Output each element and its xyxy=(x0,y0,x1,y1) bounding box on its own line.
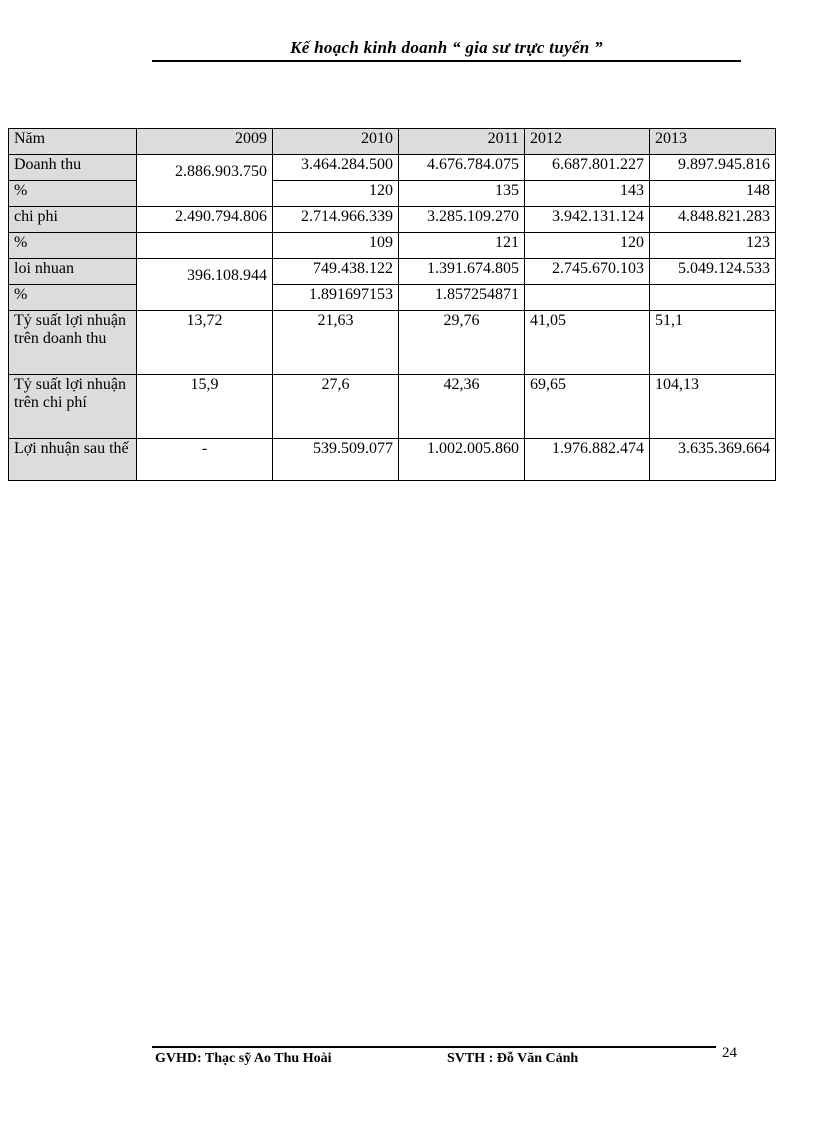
margin-revenue-2012: 41,05 xyxy=(525,311,650,375)
table-row-cost xyxy=(9,207,776,233)
margin-cost-2009: 15,9 xyxy=(137,375,273,439)
margin-revenue-2009: 13,72 xyxy=(137,311,273,375)
profit-2013: 5.049.124.533 xyxy=(650,259,776,285)
cost-2010: 2.714.966.339 xyxy=(273,207,399,233)
cost-pct-2012: 120 xyxy=(525,233,650,259)
table-row-year xyxy=(9,129,776,155)
table-row-margin-revenue xyxy=(9,311,776,375)
profit-after-tax-2013: 3.635.369.664 xyxy=(650,439,776,481)
year-2010: 2010 xyxy=(273,129,399,155)
row-label-profit-pct: % xyxy=(9,285,137,311)
header-rule xyxy=(152,60,741,62)
table-row-margin-cost xyxy=(9,375,776,439)
table-row-cost-pct xyxy=(9,233,776,259)
cost-2012: 3.942.131.124 xyxy=(525,207,650,233)
row-label-cost-pct: % xyxy=(9,233,137,259)
row-label-year: Năm xyxy=(9,129,137,155)
revenue-pct-2010: 120 xyxy=(273,181,399,207)
margin-cost-2012: 69,65 xyxy=(525,375,650,439)
revenue-pct-2011: 135 xyxy=(399,181,525,207)
revenue-2011: 4.676.784.075 xyxy=(399,155,525,181)
cost-pct-2010: 109 xyxy=(273,233,399,259)
margin-revenue-2010: 21,63 xyxy=(273,311,399,375)
financial-table xyxy=(8,128,776,481)
profit-pct-2010: 1.891697153 xyxy=(273,285,399,311)
row-label-profit-after-tax: Lợi nhuận sau thế xyxy=(9,439,137,481)
margin-cost-2010: 27,6 xyxy=(273,375,399,439)
footer-rule xyxy=(152,1046,716,1048)
table-row-profit-pct xyxy=(9,285,776,311)
cost-pct-2011: 121 xyxy=(399,233,525,259)
revenue-2012: 6.687.801.227 xyxy=(525,155,650,181)
table-row-profit-after-tax xyxy=(9,439,776,481)
profit-2012: 2.745.670.103 xyxy=(525,259,650,285)
year-2009: 2009 xyxy=(137,129,273,155)
row-label-revenue: Doanh thu xyxy=(9,155,137,181)
profit-after-tax-2009: - xyxy=(137,439,273,481)
cost-2009: 2.490.794.806 xyxy=(137,207,273,233)
revenue-2010: 3.464.284.500 xyxy=(273,155,399,181)
cost-pct-2009 xyxy=(137,233,273,259)
profit-after-tax-2011: 1.002.005.860 xyxy=(399,439,525,481)
profit-pct-2011: 1.857254871 xyxy=(399,285,525,311)
footer-student: SVTH : Đỗ Văn Cảnh xyxy=(447,1051,579,1066)
row-label-margin-revenue: Tỷ suất lợi nhuận trên doanh thu xyxy=(9,311,137,375)
row-label-cost: chi phi xyxy=(9,207,137,233)
cost-pct-2013: 123 xyxy=(650,233,776,259)
profit-pct-2012 xyxy=(525,285,650,311)
table-row-profit xyxy=(9,259,776,285)
revenue-pct-2012: 143 xyxy=(525,181,650,207)
profit-2010: 749.438.122 xyxy=(273,259,399,285)
profit-2011: 1.391.674.805 xyxy=(399,259,525,285)
revenue-2013: 9.897.945.816 xyxy=(650,155,776,181)
footer-advisor: GVHD: Thạc sỹ Ao Thu Hoài xyxy=(155,1051,332,1066)
profit-pct-2013 xyxy=(650,285,776,311)
page-number: 24 xyxy=(722,1045,737,1061)
profit-after-tax-2012: 1.976.882.474 xyxy=(525,439,650,481)
revenue-2009: 2.886.903.750 xyxy=(137,155,273,207)
year-2013: 2013 xyxy=(650,129,776,155)
cost-2013: 4.848.821.283 xyxy=(650,207,776,233)
table-row-revenue-pct xyxy=(9,181,776,207)
revenue-pct-2013: 148 xyxy=(650,181,776,207)
margin-cost-2011: 42,36 xyxy=(399,375,525,439)
row-label-profit: loi nhuan xyxy=(9,259,137,285)
margin-revenue-2013: 51,1 xyxy=(650,311,776,375)
margin-revenue-2011: 29,76 xyxy=(399,311,525,375)
year-2011: 2011 xyxy=(399,129,525,155)
margin-cost-2013: 104,13 xyxy=(650,375,776,439)
table-row-revenue xyxy=(9,155,776,181)
row-label-margin-cost: Tỷ suất lợi nhuận trên chi phí xyxy=(9,375,137,439)
profit-after-tax-2010: 539.509.077 xyxy=(273,439,399,481)
profit-2009: 396.108.944 xyxy=(137,259,273,311)
page-header-title: Kế hoạch kinh doanh “ gia sư trực tuyến ” xyxy=(290,38,603,57)
cost-2011: 3.285.109.270 xyxy=(399,207,525,233)
year-2012: 2012 xyxy=(525,129,650,155)
row-label-revenue-pct: % xyxy=(9,181,137,207)
